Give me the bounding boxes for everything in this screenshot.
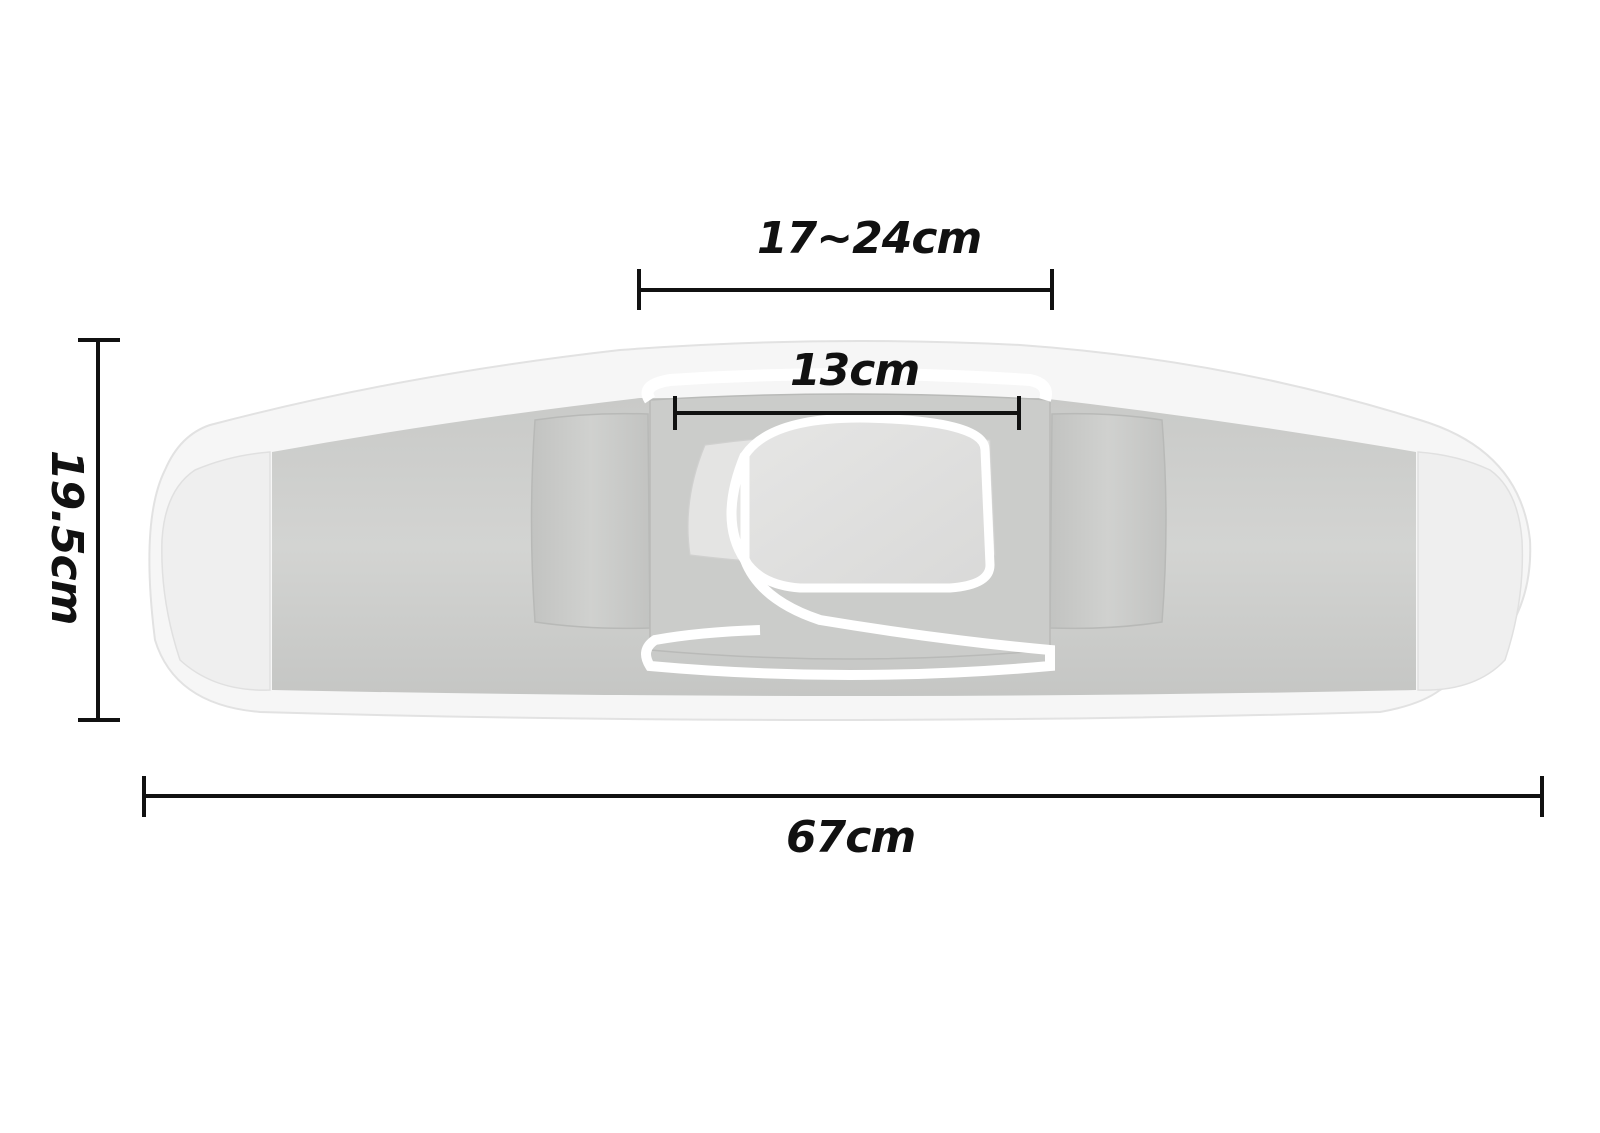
left-side-pad bbox=[532, 414, 651, 629]
right-side-pad bbox=[1050, 414, 1166, 629]
dimension-label-total-length: 67cm bbox=[786, 812, 916, 863]
measure-line-total-length bbox=[144, 776, 1542, 817]
measure-line-band-range bbox=[639, 269, 1052, 310]
left-mesh-panel bbox=[162, 452, 270, 690]
right-mesh-panel bbox=[1418, 452, 1522, 690]
dimension-label-pad-width: 13cm bbox=[790, 345, 920, 396]
dimension-label-height: 19.5cm bbox=[41, 450, 92, 625]
strap-flap bbox=[745, 418, 990, 588]
dimension-label-band-range: 17~24cm bbox=[757, 213, 982, 264]
